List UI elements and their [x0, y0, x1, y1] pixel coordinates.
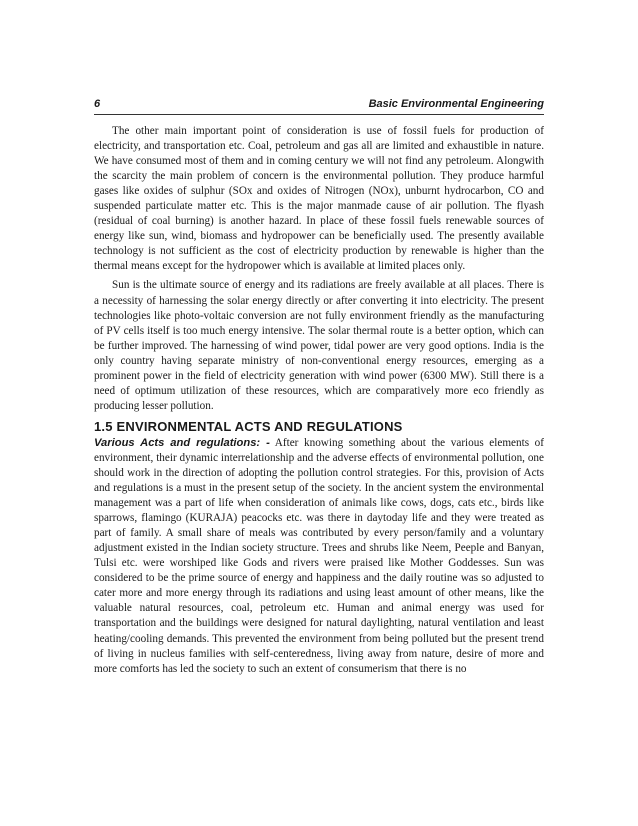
- page-body: [94, 124, 544, 677]
- header-rule: [94, 114, 544, 115]
- running-title: Basic Environmental Engineering: [368, 98, 544, 110]
- section-text: After knowing something about the various elements of environment, their dynamic interrelationship and the adverse effects of environmental pollution, one should work in the direction of adopting the pollution control strategies. For this, provision of Acts and regulations is a must in the present setup of the society. In the ancient system the environmental management was a part of life when consideration of animals like cows, dogs, cats etc., birds like sparrows, flamingo (KURAJA) peacocks etc. was there in daytoday life and they were treated as part of family. A small share of meals was contributed by every person/family and a voluntary adjustment existed in the Indian society structure. Trees and shrubs like Neem, Peeple and Banyan, Tulsi etc. were worshiped like Gods and rivers were praised like Mother Goddesses. Sun was considered to be the prime source of energy and happiness and the daily routine was so adjusted to cater more and more energy through its radiations and using least amount of other means, like the valuable natural resources, coal, petroleum etc. Human and animal energy was used for transportation and the buildings were designed for natural daylighting, natural ventilation and least heating/cooling demands. This prevented the environment from being polluted but the present trend of living in nucleus families with self-centeredness, living away from nature, desire of more and more comforts has led the society to such an extent of consumerism that there is no: [94, 436, 544, 675]
- paragraph-solar-energy: Sun is the ultimate source of energy and its radiations are freely available at all places. There is a necessity of harnessing the solar energy directly or after converting it into electricity. The present technologies like photo-voltaic conversion are not fully environment friendly as the manufacturing of PV cells itself is too much energy intensive. The solar thermal route is a better option, which can be further improved. The harnessing of wind power, tidal power are very good options. India is the only country having separate ministry of non-conventional energy resources, emerging as a prominent power in the field of electricity generation with wind power (6300 MW). Still there is a need of optimum utilization of these resources, which are comparatively more eco friendly as producing lesser pollution.: [94, 279, 544, 412]
- lead-in-phrase: Various Acts and regulations: -: [94, 436, 270, 449]
- paragraph-fossil-fuels: The other main important point of consideration is use of fossil fuels for production of electricity, and transportation etc. Coal, petroleum and gas all are limited and exhaustible in nature. We have consumed most of them and in coming century we will not find any petroleum. Alongwith the scarcity the main problem of concern is the environmental pollution. They produce harmful gases like oxides of sulphur (SOx and oxides of Nitrogen (NOx), unburnt hydrocarbon, CO and suspended particulate matter etc. This is the major manmade cause of air pollution. The flyash (residual of coal burning) is another hazard. In place of these fossil fuels renewable sources of energy like sun, wind, biomass and hydropower can be beneficially used. The presently available technology is not sufficient as the cost of electricity production by renewable is higher than the thermal means except for the hydropower which is available at limited places only.: [94, 125, 544, 273]
- page-number: 6: [94, 98, 101, 110]
- section-heading: 1.5 ENVIRONMENTAL ACTS AND REGULATIONS: [94, 418, 403, 434]
- paragraph-acts-regulations: [94, 436, 544, 677]
- running-header: [94, 96, 544, 112]
